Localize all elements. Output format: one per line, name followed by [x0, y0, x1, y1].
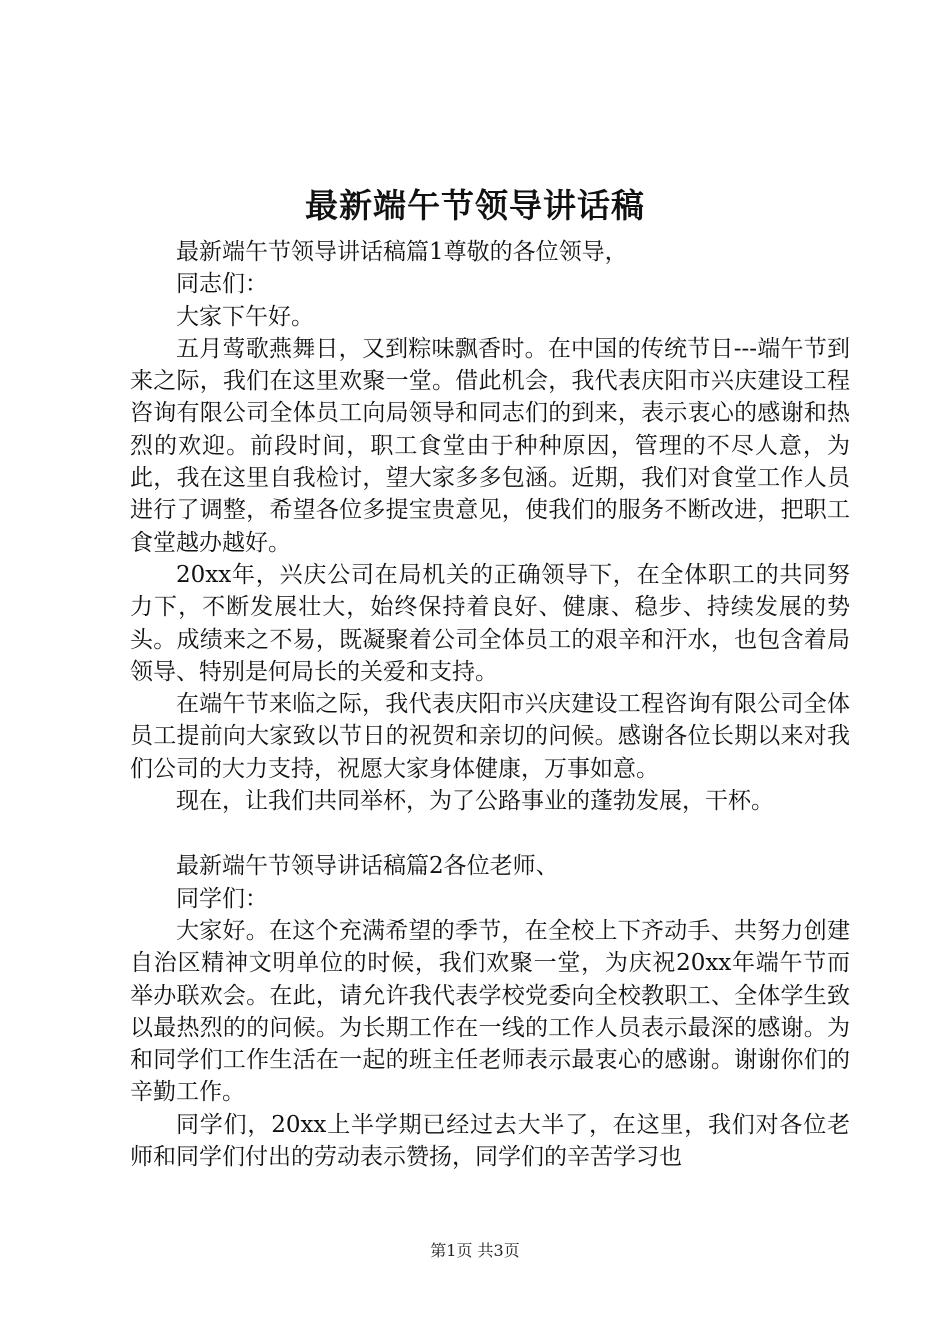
section-spacer	[130, 817, 850, 850]
document-title: 最新端午节领导讲话稿	[305, 186, 645, 225]
page-number-footer: 第1页 共3页	[430, 1241, 520, 1260]
paragraph-greeting-3: 大家下午好。	[176, 303, 314, 330]
paragraph-speech-2-body: 大家好。在这个充满希望的季节，在全校上下齐动手、共努力创建自治区精神文明单位的时候，我们欢聚一堂，为庆祝20xx年端午节而举办联欢会。在此，请允许我代表学校党委向全校教职工、全体学生致以最热烈的的问候。为长期工作在一线的工作人员表示最深的感谢。为和同学们工作生活在一起的班主任老师表示最衷心的感谢。谢谢你们的辛勤工作。	[130, 917, 850, 1106]
paragraph-greeting-2: 同志们：	[176, 271, 268, 298]
paragraph-speech-2-greeting: 同学们：	[176, 885, 268, 912]
paragraph-greeting-1: 最新端午节领导讲话稿篇1尊敬的各位领导，	[176, 239, 628, 265]
paragraph-festival-intro: 五月莺歌燕舞日，又到粽味飘香时。在中国的传统节日---端午节到来之际，我们在这里欢聚一堂。借此机会，我代表庆阳市兴庆建设工程咨询有限公司全体员工向局领导和同志们的到来，表示衷心的感谢和热烈的欢迎。前段时间，职工食堂由于种种原因，管理的不尽人意，为此，我在这里自我检讨，望大家多多包涵。近期，我们对食堂工作人员进行了调整，希望各位多提宝贵意见，使我们的服务不断改进，把职工食堂越办越好。	[130, 335, 850, 556]
paragraph-holiday-greetings: 在端午节来临之际，我代表庆阳市兴庆建设工程咨询有限公司全体员工提前向大家致以节日的祝贺和亲切的问候。感谢各位长期以来对我们公司的大力支持，祝愿大家身体健康，万事如意。	[130, 691, 850, 782]
paragraph-toast: 现在，让我们共同举杯，为了公路事业的蓬勃发展，干杯。	[176, 788, 774, 815]
document-body	[130, 236, 850, 1173]
paragraph-speech-2-heading: 最新端午节领导讲话稿篇2各位老师、	[176, 853, 559, 880]
paragraph-speech-2-continuation: 同学们，20xx上半学期已经过去大半了，在这里，我们对各位老师和同学们付出的劳动表示赞扬，同学们的辛苦学习也	[130, 1111, 850, 1171]
paragraph-company-achievements: 20xx年，兴庆公司在局机关的正确领导下，在全体职工的共同努力下，不断发展壮大，始终保持着良好、健康、稳步、持续发展的势头。成绩来之不易，既凝聚着公司全体员工的艰辛和汗水，也包含着局领导、特别是何局长的关爱和支持。	[130, 561, 850, 685]
